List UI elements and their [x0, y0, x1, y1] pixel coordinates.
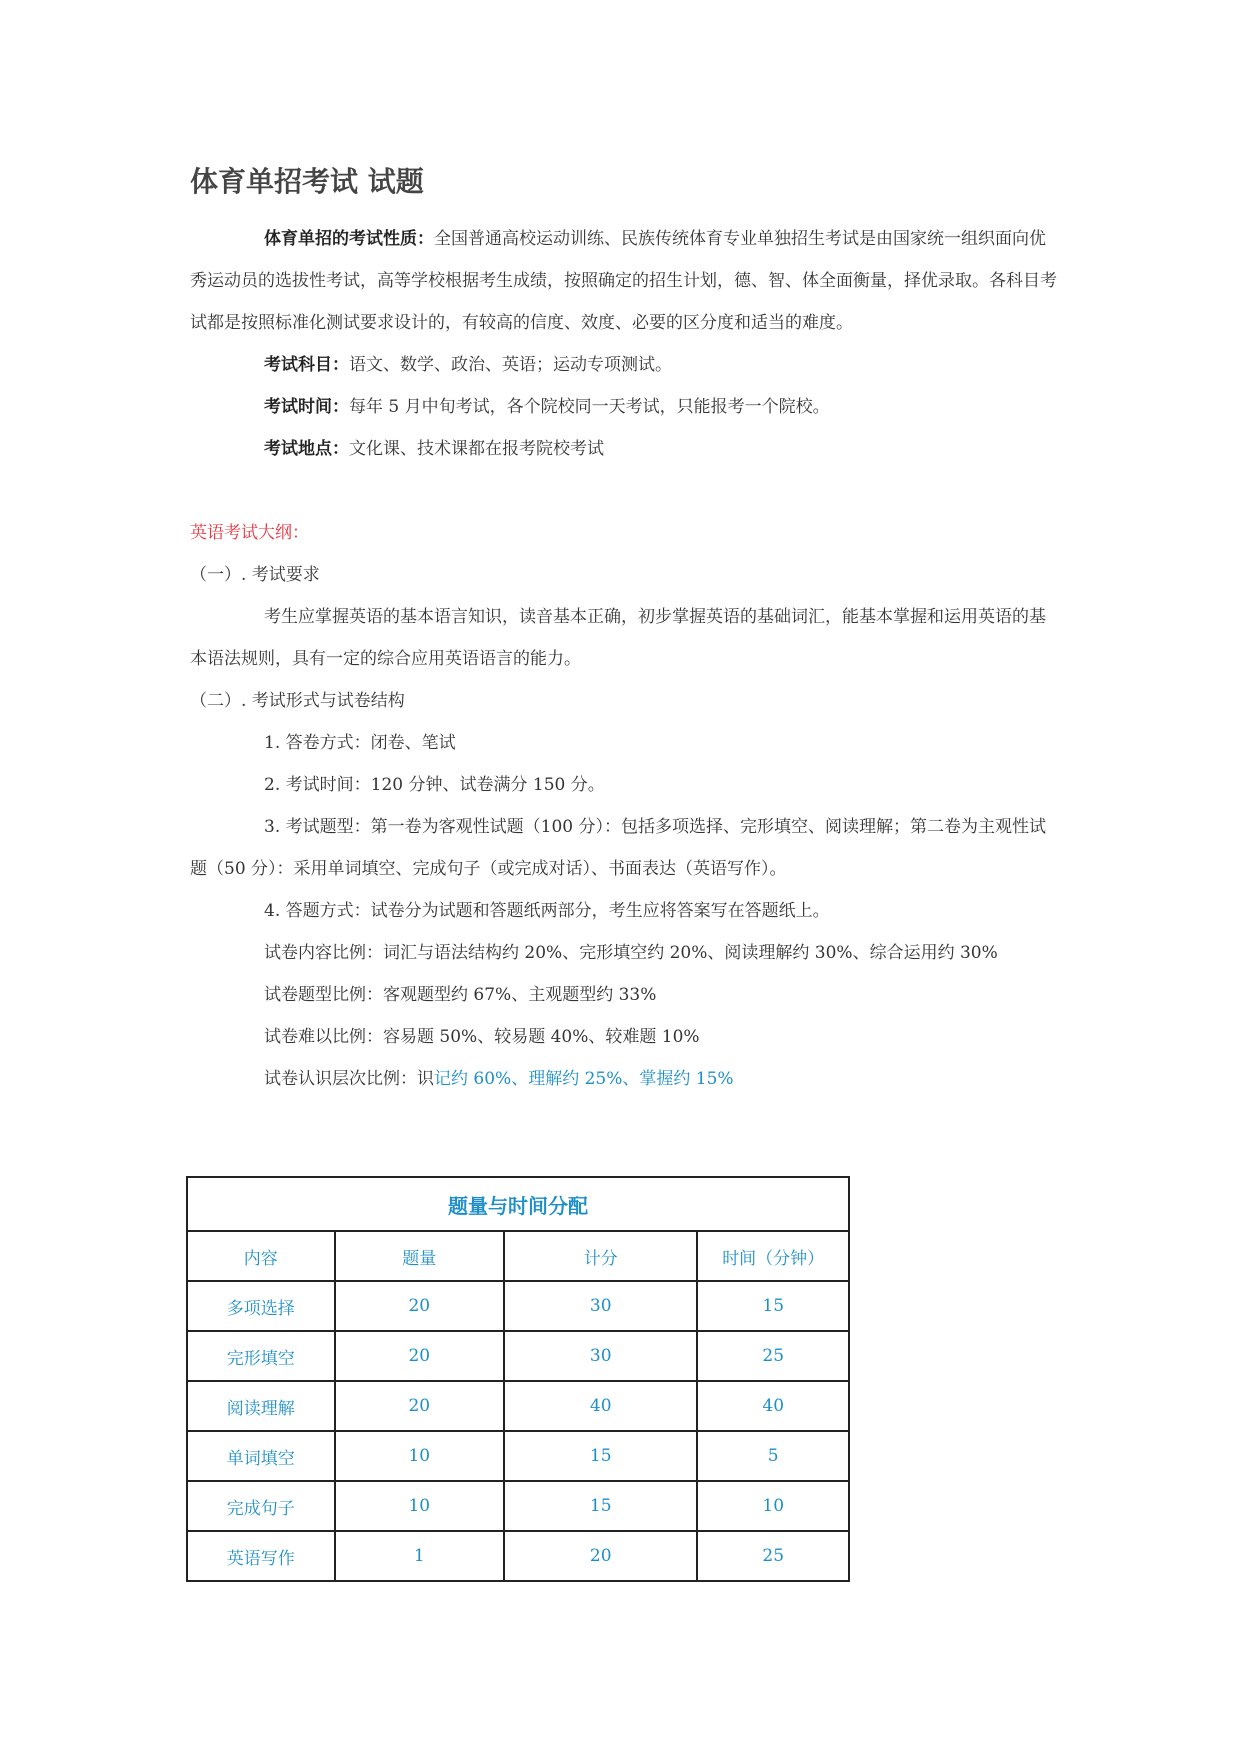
table-header-cell: 题量: [335, 1231, 504, 1281]
table-header-cell: 计分: [504, 1231, 697, 1281]
table-cell: 15: [504, 1481, 697, 1531]
table-caption: 题量与时间分配: [187, 1177, 849, 1231]
place-line: [190, 428, 1060, 470]
table-header-cell: 时间（分钟）: [697, 1231, 849, 1281]
table-cell: 10: [335, 1481, 504, 1531]
intro-text: 全国普通高校运动训练、民族传统体育专业单独招生考试是由国家统一组织面向优秀运动员的选拔性考试，高等学校根据考生成绩，按照确定的招生计划，德、智、体全面衡量，择优录取。各科目考试都是按照标准化测试要求设计的，有较高的信度、效度、必要的区分度和适当的难度。: [190, 229, 1057, 333]
table-cell: 15: [697, 1281, 849, 1331]
table-row: [187, 1381, 849, 1431]
table-row: [187, 1281, 849, 1331]
table-row: [187, 1531, 849, 1581]
allocation-table: [186, 1176, 850, 1582]
table-cell: 多项选择: [187, 1281, 335, 1331]
intro-label: 体育单招的考试性质：: [264, 229, 434, 249]
table-cell: 20: [335, 1331, 504, 1381]
section-gap: [190, 470, 1060, 512]
subjects-label: 考试科目：: [264, 355, 349, 375]
table-cell: 阅读理解: [187, 1381, 335, 1431]
table-cell: 20: [504, 1531, 697, 1581]
table-cell: 40: [697, 1381, 849, 1431]
table-cell: 40: [504, 1381, 697, 1431]
table-header-cell: 内容: [187, 1231, 335, 1281]
place-text: 文化课、技术课都在报考院校考试: [349, 439, 604, 459]
table-cell: 30: [504, 1281, 697, 1331]
table-cell: 1: [335, 1531, 504, 1581]
table-header-row: [187, 1231, 849, 1281]
time-text: 每年 5 月中旬考试，各个院校同一天考试，只能报考一个院校。: [349, 397, 830, 417]
table-cell: 10: [697, 1481, 849, 1531]
time-line: [190, 386, 1060, 428]
table-cell: 10: [335, 1431, 504, 1481]
ratio-difficulty: 试卷难以比例：容易题 50%、较易题 40%、较难题 10%: [264, 1027, 700, 1047]
subjects-line: [190, 344, 1060, 386]
table-cell: 25: [697, 1531, 849, 1581]
table-cell: 20: [335, 1281, 504, 1331]
ratio-content: 试卷内容比例：词汇与语法结构约 20%、完形填空约 20%、阅读理解约 30%、综合运用约 30%: [264, 943, 998, 963]
table-cell: 5: [697, 1431, 849, 1481]
place-label: 考试地点：: [264, 439, 349, 459]
ratio-cognition-rest: 记约 60%、理解约 25%、掌握约 15%: [434, 1069, 734, 1089]
table-cell: 30: [504, 1331, 697, 1381]
table-cell: 完成句子: [187, 1481, 335, 1531]
subjects-text: 语文、数学、政治、英语；运动专项测试。: [349, 355, 672, 375]
ratio-cognition-prefix: 试卷认识层次比例：识: [264, 1069, 434, 1089]
ratio-type: 试卷题型比例：客观题型约 67%、主观题型约 33%: [264, 985, 657, 1005]
section-1-title: （一）. 考试要求: [190, 565, 320, 585]
outline-heading: 英语考试大纲：: [190, 523, 309, 543]
item-answer-mode: 1. 答卷方式：闭卷、笔试: [264, 733, 456, 753]
document-body: [190, 218, 1060, 1100]
table-row: [187, 1331, 849, 1381]
item-question-types: 3. 考试题型：第一卷为客观性试题（100 分）：包括多项选择、完形填空、阅读理解；第二卷为主观性试题（50 分）：采用单词填空、完成句子（或完成对话）、书面表达（英语写作）。: [190, 817, 1046, 879]
section-1-text: 考生应掌握英语的基本语言知识，读音基本正确，初步掌握英语的基础词汇，能基本掌握和运用英语的基本语法规则，具有一定的综合应用英语语言的能力。: [190, 607, 1046, 669]
item-exam-time: 2. 考试时间：120 分钟、试卷满分 150 分。: [264, 775, 605, 795]
table-cell: 单词填空: [187, 1431, 335, 1481]
table-row: [187, 1481, 849, 1531]
section-2-title: （二）. 考试形式与试卷结构: [190, 691, 405, 711]
ratio-cognition: [190, 1058, 1060, 1100]
table-cell: 25: [697, 1331, 849, 1381]
intro-paragraph: [190, 218, 1060, 344]
item-answer-method: 4. 答题方式：试卷分为试题和答题纸两部分，考生应将答案写在答题纸上。: [264, 901, 830, 921]
table-cell: 完形填空: [187, 1331, 335, 1381]
table-cell: 英语写作: [187, 1531, 335, 1581]
page-title: 体育单招考试 试题: [190, 165, 424, 198]
table-cell: 20: [335, 1381, 504, 1431]
time-label: 考试时间：: [264, 397, 349, 417]
table-row: [187, 1431, 849, 1481]
table-cell: 15: [504, 1431, 697, 1481]
